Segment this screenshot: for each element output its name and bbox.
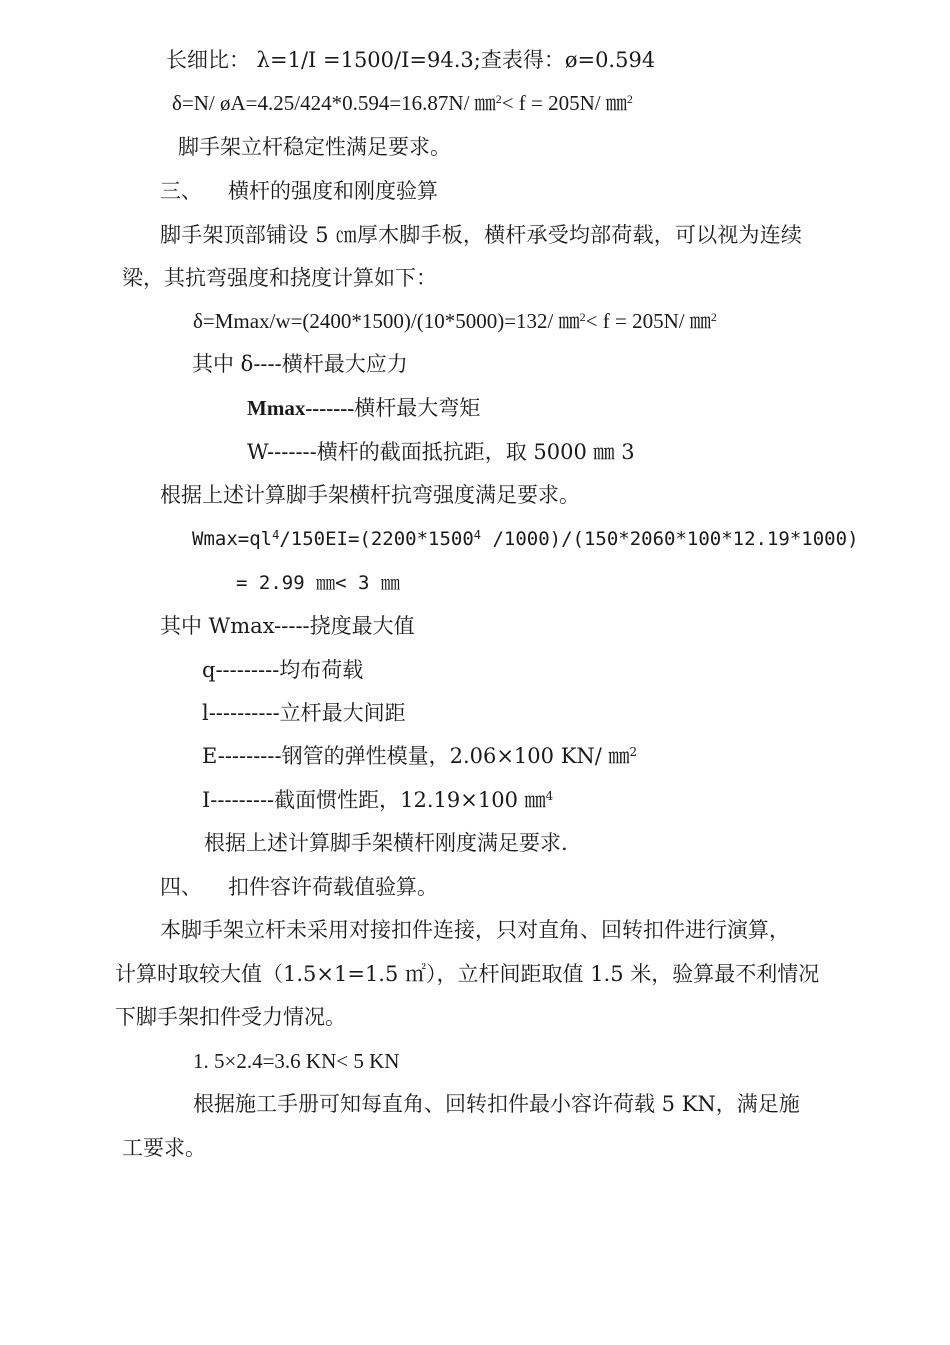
load-calc-text: 1. 5×2.4=3.6 KN< 5 KN <box>193 1049 400 1073</box>
definition-line <box>247 438 635 466</box>
paragraph-text: 脚手架顶部铺设 5 ㎝厚木脚手板，横杆承受均部荷载，可以视为连续 <box>160 223 803 247</box>
paragraph-line <box>122 1134 206 1162</box>
definition-text: 横杆最大弯矩 <box>354 396 481 420</box>
paragraph-line <box>115 960 819 988</box>
definition-line <box>202 656 363 684</box>
slenderness-line <box>166 46 655 74</box>
superscript: 2 <box>579 310 586 324</box>
bending-formula: δ=Mmax/w=(2400*1500)/(10*5000)=132/ ㎜ <box>193 309 580 333</box>
paragraph-text: 本脚手架立杆未采用对接扣件连接，只对直角、回转扣件进行演算， <box>160 918 790 942</box>
definition-line <box>247 394 480 422</box>
definition-text: 其中 Wmax-----挠度最大值 <box>160 614 415 638</box>
superscript: 4 <box>545 789 554 803</box>
bending-stress-line <box>193 307 717 335</box>
definition-line <box>192 350 408 378</box>
definition-line <box>160 612 415 640</box>
stress-formula: δ=N/ øA=4.25/424*0.594=16.87N/ ㎜ <box>172 91 496 115</box>
conclusion-text: 脚手架立杆稳定性满足要求。 <box>178 135 451 159</box>
deflection-result-line <box>236 569 400 597</box>
section-four-heading <box>160 873 438 901</box>
bending-limit: < f = 205N/ ㎜ <box>585 309 711 333</box>
load-calc-line <box>193 1047 399 1075</box>
stability-conclusion <box>178 133 451 161</box>
section-title: 扣件容许荷载值验算。 <box>228 875 438 899</box>
superscript: 2 <box>710 310 717 324</box>
paragraph-line <box>122 264 437 292</box>
paragraph-line <box>115 1003 346 1031</box>
slenderness-text: 长细比： λ=1/I =1500/I=94.3;查表得：ø=0.594 <box>166 48 656 72</box>
definition-text: I---------截面惯性距，12.19×100 ㎜ <box>202 788 546 812</box>
section-title: 横杆的强度和刚度验算 <box>228 179 438 203</box>
stress-check-line <box>172 89 633 117</box>
conclusion-text: 根据上述计算脚手架横杆抗弯强度满足要求。 <box>160 483 580 507</box>
definition-line <box>202 699 406 727</box>
paragraph-text: 下脚手架扣件受力情况。 <box>115 1005 346 1029</box>
conclusion-line <box>204 829 568 857</box>
formula-part: Wmax=ql <box>192 528 273 550</box>
section-three-heading <box>160 177 438 205</box>
stress-limit: < f = 205N/ ㎜ <box>501 91 627 115</box>
paragraph-line <box>160 916 790 944</box>
definition-line <box>202 786 553 814</box>
paragraph-text: 根据施工手册可知每直角、回转扣件最小容许荷载 5 KN，满足施 <box>193 1092 800 1116</box>
deflection-formula-line <box>192 525 859 553</box>
section-number: 三、 <box>160 179 202 203</box>
definition-text: l----------立杆最大间距 <box>202 701 406 725</box>
superscript: 4 <box>272 528 280 542</box>
definition-text: 其中 δ----横杆最大应力 <box>192 352 408 376</box>
paragraph-text: 梁，其抗弯强度和挠度计算如下： <box>122 266 437 290</box>
paragraph-line <box>160 221 802 249</box>
formula-part: /1000)/(150*2060*100*12.19*1000) <box>481 528 859 550</box>
definition-text: W-------横杆的截面抵抗距，取 5000 ㎜ 3 <box>247 440 635 464</box>
definition-text: E---------钢管的弹性模量，2.06×100 KN/ ㎜ <box>202 744 630 768</box>
formula-part: /150EI=(2200*1500 <box>279 528 474 550</box>
result-text: = 2.99 ㎜< 3 ㎜ <box>236 572 400 594</box>
paragraph-line <box>193 1090 800 1118</box>
superscript: 2 <box>629 745 638 759</box>
definition-text: q---------均布荷载 <box>202 658 364 682</box>
superscript: 2 <box>495 92 502 106</box>
symbol: Mmax------- <box>247 396 355 420</box>
paragraph-text: 计算时取较大值（1.5×1=1.5 ㎡），立杆间距取值 1.5 米，验算最不利情况 <box>115 962 820 986</box>
paragraph-text: 工要求。 <box>122 1136 206 1160</box>
conclusion-line <box>160 481 580 509</box>
conclusion-text: 根据上述计算脚手架横杆刚度满足要求. <box>204 831 568 855</box>
superscript: 2 <box>626 92 633 106</box>
definition-line <box>202 742 637 770</box>
superscript: 4 <box>473 528 482 542</box>
section-number: 四、 <box>160 875 202 899</box>
